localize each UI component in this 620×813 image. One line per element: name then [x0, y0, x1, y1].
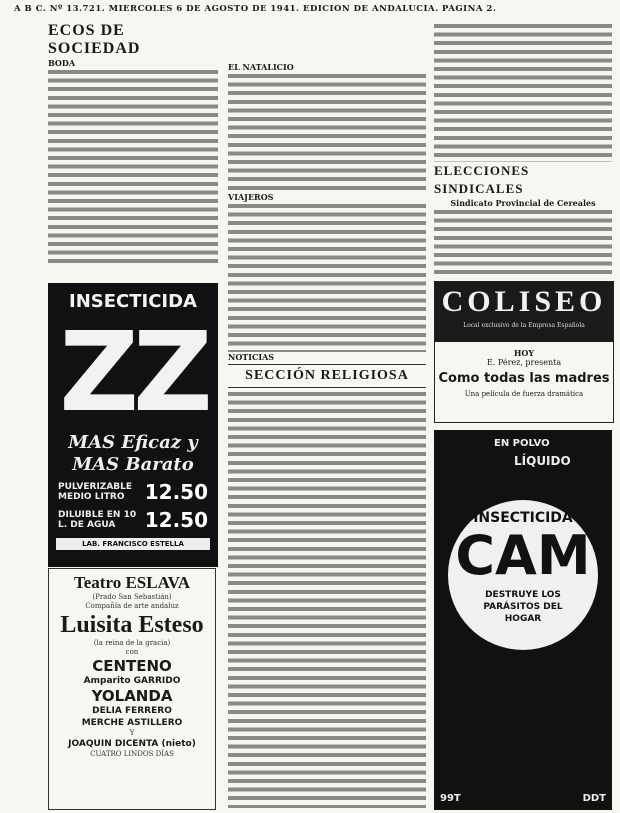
ecos-title: ECOS DE SOCIEDAD	[48, 22, 141, 57]
zz-brand: ZZ	[59, 308, 207, 436]
cam-foot1: 99T	[440, 793, 461, 804]
zz-price2: 12.50	[144, 508, 208, 532]
coliseo-hoy: HOY	[513, 348, 535, 358]
cam-top: EN POLVO	[494, 438, 550, 449]
zz-row-2	[50, 508, 216, 532]
coliseo-tag: Local exclusivo de la Empresa Española	[463, 322, 585, 329]
boda-heading: BODA	[48, 58, 76, 68]
divider	[228, 387, 426, 388]
coliseo-sub: Una película de fuerza dramática	[464, 390, 584, 398]
column-3	[434, 22, 612, 278]
noticias-heading: NOTICIAS	[228, 352, 275, 362]
column-2	[228, 22, 426, 808]
cam-tagline1: DESTRUYE LOS	[485, 590, 561, 600]
text-block	[434, 22, 612, 162]
coliseo-ad	[434, 281, 614, 423]
coliseo-band	[435, 282, 613, 342]
zz-row-1	[50, 480, 216, 504]
teatro-delia: DELIA FERRERO	[92, 706, 172, 716]
coliseo-logo: COLISEO	[441, 285, 607, 318]
text-block	[434, 208, 612, 278]
zz-foot: LAB. FRANCISCO ESTELLA	[56, 538, 210, 550]
zz-pulverizable: PULVERIZABLE MEDIO LITRO	[58, 482, 133, 502]
teatro-yolanda: YOLANDA	[91, 687, 173, 705]
teatro-with: con	[125, 648, 139, 656]
teatro-line: Compañía de arte andaluz	[85, 602, 179, 610]
teatro-cuatro: CUATRO LINDOS DÍAS	[90, 750, 174, 758]
elecciones-title: ELECCIONES SINDICALES	[434, 163, 530, 196]
zz-price1: 12.50	[144, 480, 208, 504]
column-1	[48, 22, 218, 278]
page-header: A B C. Nº 13.721. MIÉRCOLES 6 DE AGOSTO DE 1941. EDICIÓN DE ANDALUCÍA. PÁGINA 2.	[14, 4, 497, 14]
teatro-joaquin: JOAQUIN DICENTA (nieto)	[68, 739, 196, 749]
zz-line2: MAS Barato	[72, 454, 194, 475]
viajeros-heading: VIAJEROS	[228, 192, 274, 202]
insecticida-zz-ad	[48, 283, 218, 567]
zz-dilute: DILUIBLE EN 10 L. DE AGUA	[58, 510, 137, 530]
cam-insecticida: INSECTICIDA	[473, 510, 573, 526]
coliseo-presents: E. Pérez, presenta	[486, 358, 562, 367]
text-block	[228, 202, 426, 352]
natalicio-heading: EL NATALICIO	[228, 62, 294, 72]
religiosa-title: SECCIÓN RELIGIOSA	[245, 368, 409, 383]
teatro-amparito: Amparito GARRIDO	[83, 676, 181, 686]
teatro-star: Luisita Esteso	[60, 612, 204, 638]
zz-insecticida: INSECTICIDA	[69, 291, 197, 312]
teatro-centeno: CENTENO	[92, 657, 172, 675]
teatro-y: Y	[129, 729, 135, 737]
sindicato-heading: Sindicato Provincial de Cereales	[450, 198, 596, 208]
text-block	[48, 68, 218, 268]
cam-foot	[440, 793, 606, 804]
zz-line1: MAS Eficaz y	[68, 432, 198, 453]
cam-brand: CAM	[455, 524, 591, 587]
text-block	[228, 72, 426, 192]
cam-foot2: DDT	[582, 793, 606, 804]
teatro-eslava-ad	[48, 568, 216, 810]
teatro-merche: MERCHE ASTILLERO	[81, 718, 183, 728]
coliseo-title: Como todas las madres	[438, 371, 610, 386]
divider	[228, 364, 426, 365]
cam-tagline2: PARÁSITOS DEL	[483, 602, 563, 612]
cam-tagline3: HOGAR	[504, 614, 542, 624]
teatro-name: Teatro ESLAVA	[73, 573, 191, 592]
teatro-addr: (Prado San Sebastián)	[92, 593, 172, 601]
teatro-subtitle: (la reina de la gracia)	[93, 639, 171, 647]
cam-liquido: LÍQUIDO	[514, 454, 571, 468]
insecticida-cam-ad	[434, 430, 612, 810]
text-block	[228, 390, 426, 808]
